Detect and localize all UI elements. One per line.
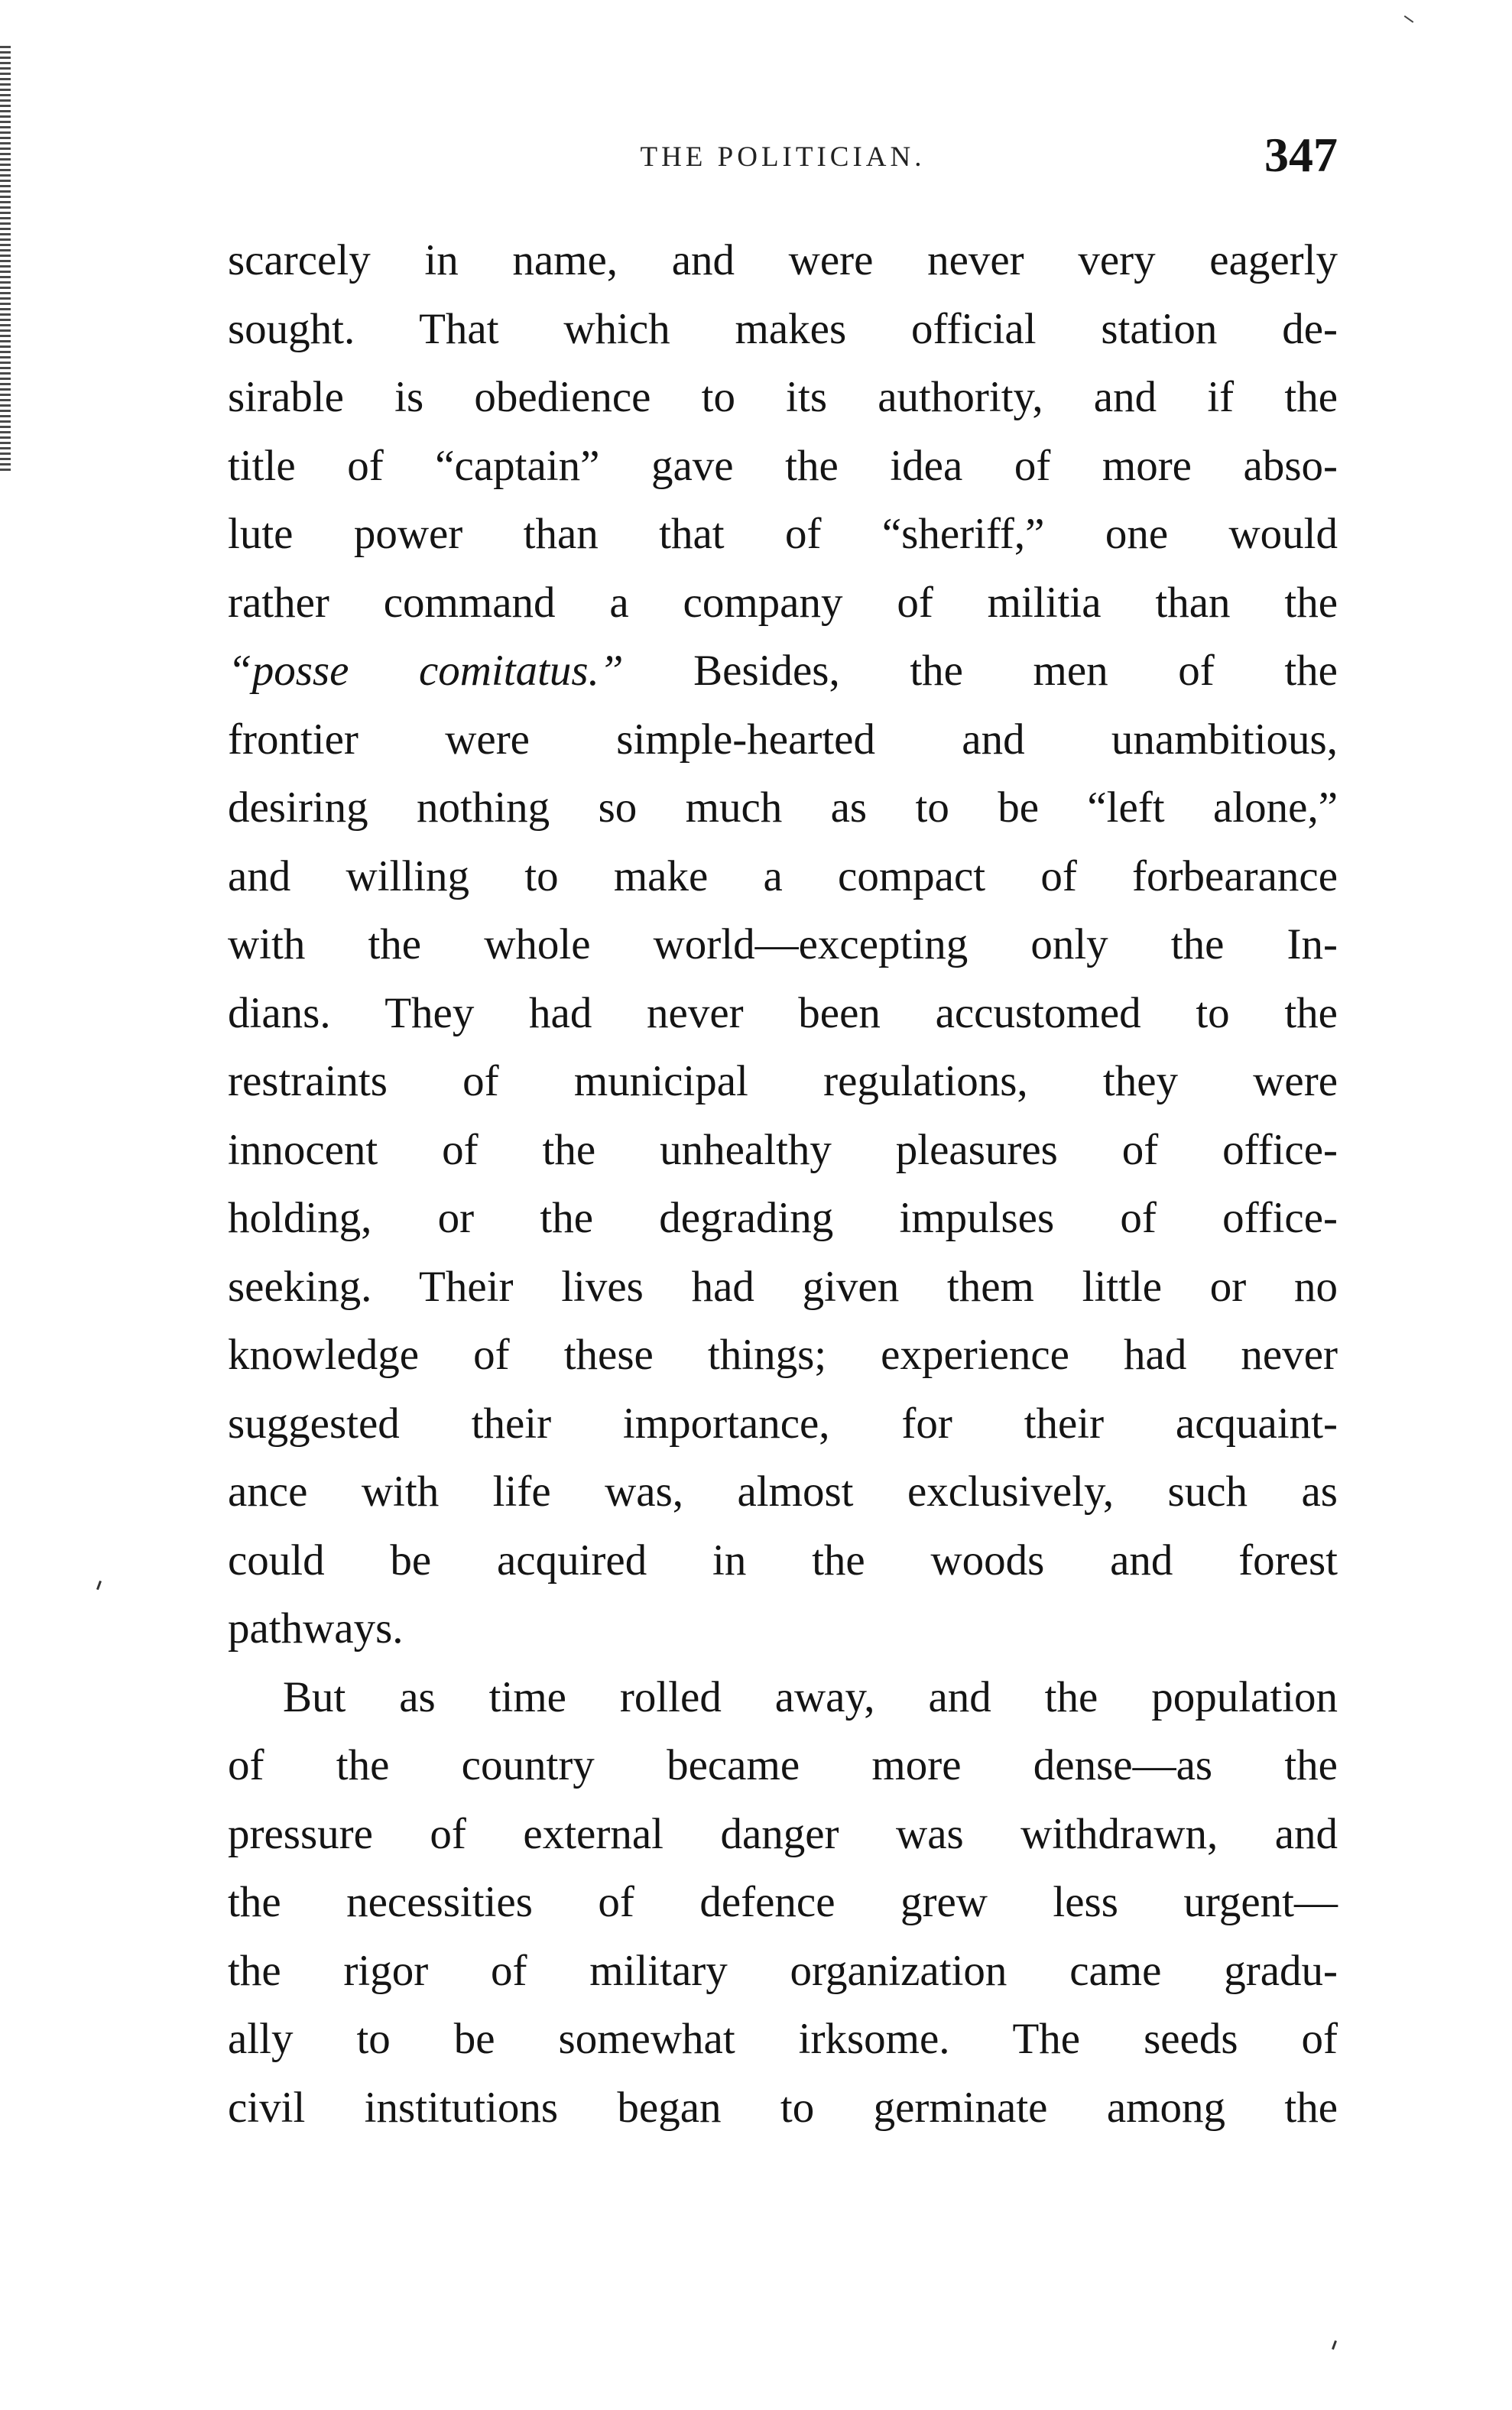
text-line: lute power than that of “sheriff,” one would xyxy=(228,510,1338,558)
text-line: dians. They had never been accustomed to the xyxy=(228,988,1338,1037)
text-line: the rigor of military organization came gradu- xyxy=(228,1946,1338,1995)
text-line: pathways. xyxy=(228,1604,404,1653)
text-line: knowledge of these things; experience had never xyxy=(228,1331,1338,1379)
text-line: with the whole world—excepting only the In- xyxy=(228,920,1338,968)
page-body xyxy=(228,226,1338,2142)
text-line: holding, or the degrading impulses of office- xyxy=(228,1194,1338,1242)
text-line: scarcely in name, and were never very eagerly xyxy=(228,236,1338,284)
text-line: and willing to make a compact of forbearance xyxy=(228,851,1338,900)
margin-speck xyxy=(96,1581,102,1590)
text-line: of the country became more dense—as the xyxy=(228,1741,1338,1789)
italic-phrase: “posse comitatus.” xyxy=(228,647,624,695)
text-line: frontier were simple-hearted and unambitious, xyxy=(228,715,1338,764)
text-line: ally to be somewhat irksome. The seeds of xyxy=(228,2015,1338,2063)
paragraph-1 xyxy=(228,226,1338,1663)
text-line: suggested their importance, for their acquaint- xyxy=(228,1399,1338,1448)
paragraph-2 xyxy=(228,1663,1338,2142)
text-line: civil institutions began to germinate among the xyxy=(228,2083,1338,2132)
text-line: sirable is obedience to its authority, and if the xyxy=(228,373,1338,421)
text-line: rather command a company of militia than the xyxy=(228,578,1338,627)
text-line: sought. That which makes official station de- xyxy=(228,304,1338,353)
page-number: 347 xyxy=(1264,128,1338,182)
text-line: ance with life was, almost exclusively, such as xyxy=(228,1468,1338,1516)
text-line: innocent of the unhealthy pleasures of office- xyxy=(228,1125,1338,1174)
page-header xyxy=(228,127,1338,196)
text-line: pressure of external danger was withdrawn, and xyxy=(228,1809,1338,1858)
text-line: could be acquired in the woods and forest xyxy=(228,1536,1338,1585)
text-line: restraints of municipal regulations, they were xyxy=(228,1057,1338,1105)
text-line: the necessities of defence grew less urgent— xyxy=(228,1878,1338,1926)
corner-mark xyxy=(1404,15,1414,23)
binding-edge-shadow xyxy=(0,46,11,474)
running-title: THE POLITICIAN. xyxy=(640,141,926,173)
margin-speck-bottom xyxy=(1332,2340,1337,2350)
text-line: desiring nothing so much as to be “left alone,” xyxy=(228,783,1338,832)
text-line: seeking. Their lives had given them little or no xyxy=(228,1262,1338,1311)
text-line: But as time rolled away, and the population xyxy=(283,1672,1338,1721)
text-line-with-italic xyxy=(228,637,1338,705)
text-line-remainder: Besides, the men of the xyxy=(693,647,1338,695)
text-line: title of “captain” gave the idea of more abso- xyxy=(228,441,1338,490)
